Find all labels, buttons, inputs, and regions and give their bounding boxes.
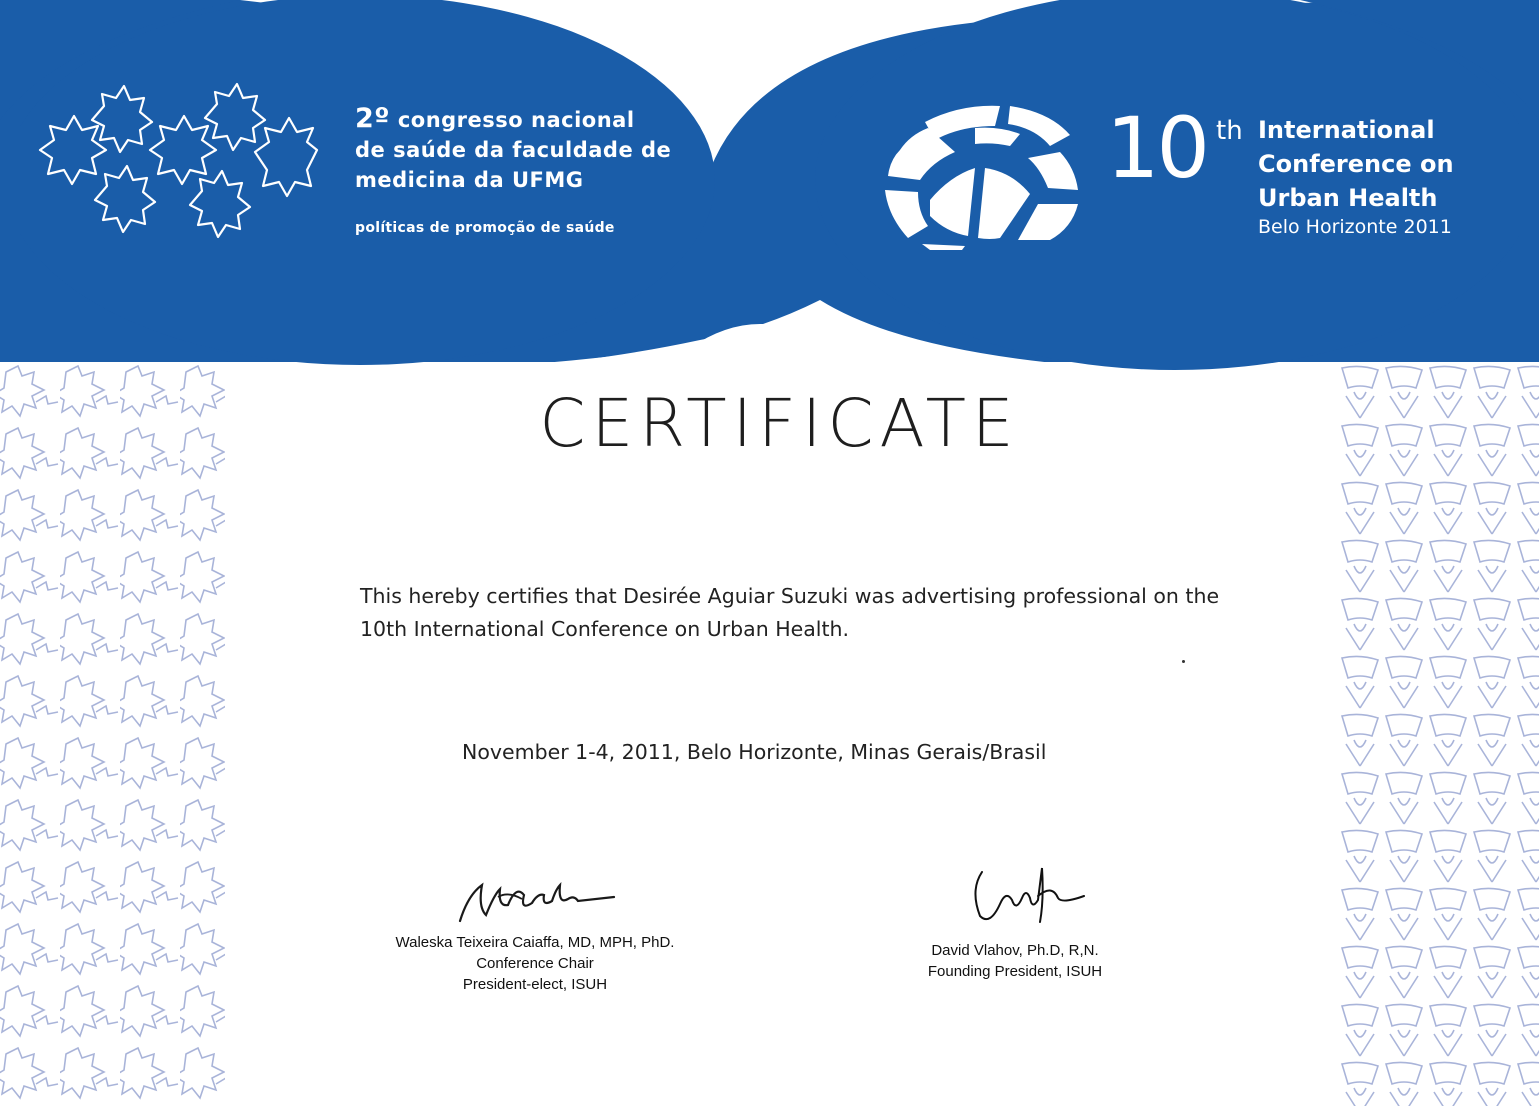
certificate-title-text: CERTIFICATE [539,385,1020,462]
event-date-place: November 1-4, 2011, Belo Horizonte, Minas Gerais/Brasil [462,740,1047,764]
conference-number: 10 [1106,99,1207,197]
signatory-right-role1: Founding President, ISUH [927,963,1103,980]
conference-name-line3: Urban Health [1258,184,1438,212]
left-border-pattern [0,362,225,1106]
signatory-left [375,932,695,995]
congress-title-line1: congresso nacional [397,108,635,132]
conference-ordinal: th [1216,116,1243,146]
congress-title-line3: medicina da UFMG [355,168,584,192]
conference-name-line1: International [1258,116,1435,144]
signature-left [438,855,638,933]
congress-subtitle: políticas de promoção de saúde [355,220,615,236]
right-border-pattern [1338,362,1539,1106]
congress-title-line2: de saúde da faculdade de [355,138,672,162]
conference-name [1258,113,1468,215]
statement-line1: This hereby certifies that Desirée Aguiar Suzuki was advertising professional on the [360,584,1220,608]
congress-title [355,104,671,195]
signatory-right [880,940,1150,982]
certificate-statement [360,580,1260,646]
signatory-left-role2: President-elect, ISUH [462,976,608,993]
signature-right [960,860,1090,930]
congress-number: 2º [355,103,391,134]
signatory-right-name: David Vlahov, Ph.D, R,N. [931,942,1099,959]
conference-place: Belo Horizonte 2011 [1258,216,1452,238]
statement-line2: 10th International Conference on Urban Health. [360,617,850,641]
stray-dot [1182,660,1185,663]
certificate-title [0,385,1539,462]
signatory-left-name: Waleska Teixeira Caiaffa, MD, MPH, PhD. [395,934,675,951]
conference-name-line2: Conference on [1258,150,1454,178]
signatory-left-role1: Conference Chair [476,955,594,972]
